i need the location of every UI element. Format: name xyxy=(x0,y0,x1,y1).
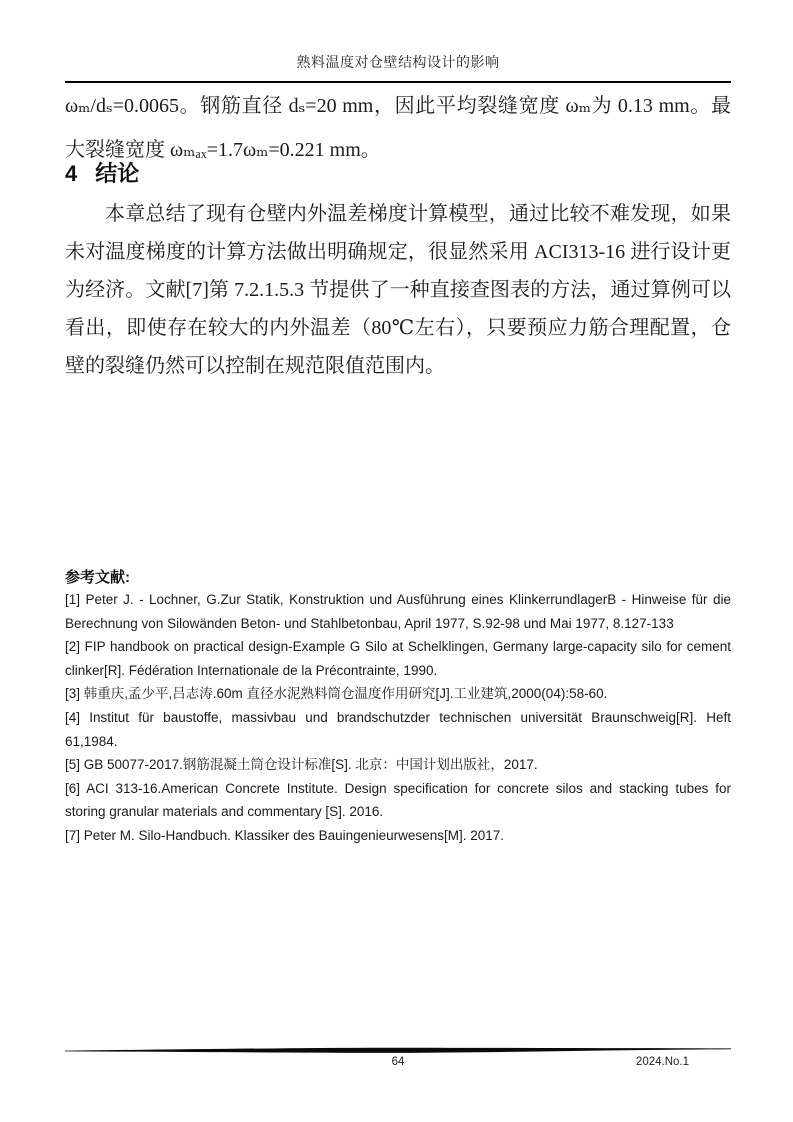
section-heading xyxy=(65,159,731,189)
page-content xyxy=(65,0,731,1122)
reference-item: [2] FIP handbook on practical design-Example G Silo at Schelklingen, Germany large-capacity silo for cement clinker[R]. Fédération Internationale de la Précontrainte, 1990. xyxy=(65,639,731,678)
reference-item: [5] GB 50077-2017.钢筋混凝土筒仓设计标准[S]. 北京：中国计划出版社，2017. xyxy=(65,757,538,773)
reference-item: [3] 韩重庆,孟少平,吕志涛.60m 直径水泥熟料筒仓温度作用研究[J].工业建筑,2000(04):58-60. xyxy=(65,686,608,702)
references-heading: 参考文献: xyxy=(65,569,130,586)
reference-item: [4] Institut für baustoffe, massivbau und brandschutzder technischen universität Braunschweig[R]. Heft 61,1984. xyxy=(65,709,731,749)
footer xyxy=(65,1056,731,1074)
header-rule xyxy=(65,81,731,83)
conclusion-paragraph: 本章总结了现有仓壁内外温差梯度计算模型，通过比较不难发现，如果未对温度梯度的计算方法做出明确规定，很显然采用 ACI313-16 进行设计更为经济。文献[7]第 7.2.1.5.3 节提供了一种直接查图表的方法，通过算例可以看出，即使存在较大的内外温差（80℃左右），只要预应力筋合理配置，仓壁的裂缝仍然可以控制在规范限值范围内。 xyxy=(65,203,731,377)
reference-item: [1] Peter J. - Lochner, G.Zur Statik, Konstruktion und Ausführung eines KlinkerrundlagerB - Hinweise für die Berechnung von Silowänden Beton- und Stahlbetonbau, April 1977, S.92-98 und Mai 1977, 8.127-133 xyxy=(65,592,731,631)
issue-label: 2024.No.1 xyxy=(635,1056,689,1068)
section-number: 4 xyxy=(65,161,78,186)
reference-item: [6] ACI 313-16.American Concrete Institute. Design specification for concrete silos and stacking tubes for storing granular materials and commentary [S]. 2016. xyxy=(65,780,731,820)
section-title: 结论 xyxy=(95,161,140,186)
formula-paragraph: ωₘ/dₛ=0.0065。钢筋直径 dₛ=20 mm，因此平均裂缝宽度 ωₘ为 0.13 mm。最大裂缝宽度 ωₘₐₓ=1.7ωₘ=0.221 mm。 xyxy=(65,95,731,161)
references-list xyxy=(65,588,731,848)
footer-rule xyxy=(65,1046,731,1056)
running-header-title: 熟料温度对仓壁结构设计的影响 xyxy=(296,56,500,71)
page-number: 64 xyxy=(391,1056,405,1068)
reference-item: [7] Peter M. Silo-Handbuch. Klassiker des Bauingenieurwesens[M]. 2017. xyxy=(65,827,504,843)
